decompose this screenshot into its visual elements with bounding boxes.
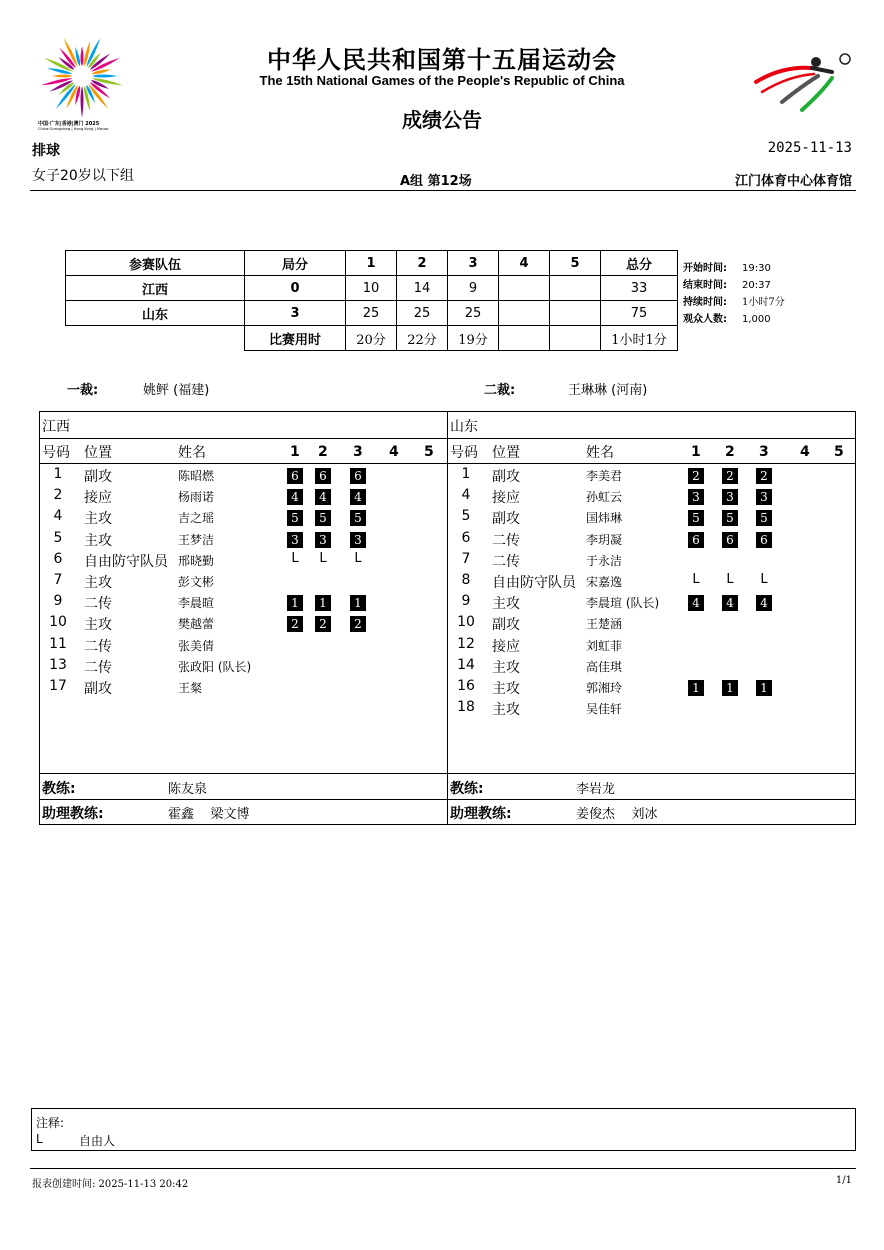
- player-name: 王梦洁: [178, 532, 215, 547]
- player-number: 4: [53, 508, 63, 525]
- player-row: [448, 678, 855, 699]
- player-name: 李玥凝: [586, 532, 623, 547]
- assistant-coach-value: 姜俊杰 刘冰: [576, 807, 658, 822]
- player-number: 9: [53, 593, 63, 610]
- score-set-value: [499, 276, 550, 301]
- score-set-value: [550, 276, 601, 301]
- starting-position-box: 6: [688, 532, 704, 548]
- starting-position-box: 3: [315, 532, 331, 548]
- starting-position-box: 5: [315, 510, 331, 526]
- col-header-set-1: 1: [691, 444, 701, 460]
- start-time-line: [683, 260, 785, 277]
- player-number: 18: [457, 699, 475, 716]
- page-number: 1/1: [835, 1175, 852, 1186]
- player-number: 5: [461, 508, 471, 525]
- starting-position-box: 1: [722, 680, 738, 696]
- player-row: [448, 614, 855, 635]
- first-referee-value: 姚鲆 (福建): [143, 383, 210, 398]
- logo-text-cn: 中国·广东|香港|澳门 2025: [38, 121, 100, 127]
- player-name: 王楚涵: [586, 617, 623, 632]
- player-position: 副攻: [492, 469, 520, 485]
- score-header-row: [66, 251, 678, 276]
- starting-position-box: 2: [350, 616, 366, 632]
- team-a-roster: [39, 411, 448, 825]
- player-position: 主攻: [84, 532, 112, 549]
- player-number: 11: [49, 635, 67, 652]
- score-row-team-a: [66, 276, 678, 301]
- report-title: 成绩公告: [402, 108, 482, 132]
- footer-divider: [30, 1168, 856, 1169]
- category-label: 女子20岁以下组: [32, 168, 134, 184]
- player-name: 孙虹云: [586, 490, 623, 505]
- end-time-label: 结束时间:: [683, 280, 727, 291]
- player-name: 李晨瑄 (队长): [586, 596, 660, 611]
- duration-label: 持续时间:: [683, 297, 727, 308]
- player-position: 二传: [84, 638, 112, 655]
- col-header-set-5: 5: [834, 444, 844, 460]
- player-number: 10: [49, 614, 67, 631]
- score-header-set-1: 1: [346, 251, 397, 276]
- libero-marker: L: [291, 550, 299, 566]
- coach-label: 教练:: [450, 781, 484, 797]
- match-date: 2025-11-13: [767, 140, 852, 156]
- score-header-team: 参赛队伍: [66, 251, 245, 276]
- col-header-num: 号码: [42, 445, 70, 461]
- player-number: 17: [49, 678, 67, 694]
- col-header-set-4: 4: [800, 444, 810, 460]
- duration-line: [683, 294, 785, 311]
- player-row: [448, 487, 855, 508]
- starting-position-box: 2: [722, 468, 738, 484]
- score-header-set-3: 3: [448, 251, 499, 276]
- first-referee-label: 一裁:: [67, 383, 99, 398]
- spectators-value: 1,000: [742, 314, 771, 325]
- starting-position-box: 3: [287, 532, 303, 548]
- set-duration: 22分: [397, 326, 448, 351]
- spectators-line: [683, 311, 785, 328]
- coach-value: 陈友泉: [168, 782, 208, 797]
- player-row: [40, 636, 447, 657]
- player-number: 14: [457, 656, 475, 673]
- score-set-value: [550, 301, 601, 326]
- player-position: 自由防守队员: [84, 553, 168, 570]
- score-set-value: 10: [346, 276, 397, 301]
- player-row: [448, 508, 855, 529]
- second-referee-value: 王琳琳 (河南): [568, 383, 648, 398]
- start-time-label: 开始时间:: [683, 263, 727, 274]
- starting-position-box: 4: [756, 595, 772, 611]
- team-name: 山东: [450, 419, 478, 435]
- player-number: 6: [461, 529, 471, 546]
- starting-position-box: 4: [287, 489, 303, 505]
- score-header-sets-won: 局分: [245, 251, 346, 276]
- starting-position-box: 6: [756, 532, 772, 548]
- player-name: 王粲: [178, 681, 203, 695]
- starting-position-box: 6: [315, 468, 331, 484]
- player-position: 主攻: [492, 702, 520, 719]
- player-position: 接应: [84, 490, 112, 507]
- col-header-num: 号码: [450, 445, 478, 461]
- coach-label: 教练:: [42, 781, 76, 797]
- libero-marker: L: [692, 572, 700, 587]
- player-position: 自由防守队员: [492, 575, 576, 591]
- starting-position-box: 2: [287, 616, 303, 632]
- starting-position-box: 1: [688, 680, 704, 696]
- player-row: [40, 551, 447, 572]
- player-position: 主攻: [84, 575, 112, 591]
- sport-label: 排球: [32, 143, 60, 159]
- player-position: 副攻: [84, 469, 112, 485]
- player-number: 9: [461, 593, 471, 610]
- col-header-set-1: 1: [290, 444, 300, 460]
- col-header-set-2: 2: [318, 444, 328, 460]
- second-referee-label: 二裁:: [484, 383, 516, 398]
- starting-position-box: 2: [315, 616, 331, 632]
- starting-position-box: 4: [315, 489, 331, 505]
- player-number: 2: [53, 487, 63, 504]
- starting-position-box: 4: [688, 595, 704, 611]
- col-header-set-3: 3: [353, 444, 363, 460]
- player-row: [448, 466, 855, 487]
- player-position: 副攻: [492, 617, 520, 634]
- starting-position-box: 3: [756, 489, 772, 505]
- player-name: 彭文彬: [178, 575, 215, 589]
- player-position: 二传: [84, 596, 112, 613]
- player-number: 13: [49, 656, 67, 673]
- starting-position-box: 5: [756, 510, 772, 526]
- score-total: 75: [601, 301, 678, 326]
- col-header-name: 姓名: [178, 445, 206, 461]
- player-position: 主攻: [492, 659, 520, 676]
- score-team-name: 山东: [66, 301, 245, 326]
- start-time-value: 19:30: [742, 263, 771, 274]
- player-name: 张政阳 (队长): [178, 659, 252, 674]
- total-duration: 1小时1分: [601, 326, 678, 351]
- starting-position-box: 4: [722, 595, 738, 611]
- team-b-roster: [447, 411, 856, 825]
- page-title-cn: 中华人民共和国第十五届运动会: [267, 46, 617, 74]
- notes-key: L: [36, 1132, 43, 1146]
- starting-position-box: 1: [350, 595, 366, 611]
- player-row: [40, 657, 447, 678]
- player-row: [40, 678, 447, 699]
- player-position: 主攻: [84, 617, 112, 634]
- libero-marker: L: [319, 550, 327, 566]
- starting-position-box: 5: [287, 510, 303, 526]
- player-number: 5: [53, 529, 63, 546]
- starting-position-box: 3: [688, 489, 704, 505]
- col-header-set-3: 3: [759, 444, 769, 460]
- starting-position-box: 6: [287, 468, 303, 484]
- col-header-name: 姓名: [586, 445, 614, 461]
- score-header-set-2: 2: [397, 251, 448, 276]
- score-set-value: 25: [346, 301, 397, 326]
- player-number: 6: [53, 550, 63, 567]
- player-number: 10: [457, 614, 475, 631]
- starting-position-box: 2: [756, 468, 772, 484]
- player-number: 1: [461, 466, 471, 482]
- notes-box: [31, 1108, 856, 1151]
- spectators-label: 观众人数:: [683, 314, 727, 325]
- player-row: [40, 466, 447, 487]
- player-number: 8: [461, 572, 471, 588]
- player-row: [40, 487, 447, 508]
- col-header-set-2: 2: [725, 444, 735, 460]
- player-row: [40, 530, 447, 551]
- libero-marker: L: [726, 572, 734, 587]
- player-position: 副攻: [492, 511, 520, 528]
- player-position: 主攻: [492, 596, 520, 613]
- score-set-value: 25: [448, 301, 499, 326]
- player-name: 吴佳轩: [586, 702, 623, 717]
- starting-position-box: 5: [688, 510, 704, 526]
- starting-position-box: 1: [287, 595, 303, 611]
- venue-label: 江门体育中心体育馆: [734, 174, 852, 189]
- player-number: 4: [461, 487, 471, 504]
- score-duration-row: [66, 326, 678, 351]
- score-table: [65, 250, 678, 351]
- player-name: 于永洁: [586, 553, 623, 568]
- player-row: [448, 593, 855, 614]
- player-position: 二传: [492, 553, 520, 570]
- player-position: 二传: [492, 532, 520, 549]
- col-header-pos: 位置: [84, 445, 112, 461]
- duration-label: 比赛用时: [245, 326, 346, 351]
- starting-position-box: 6: [722, 532, 738, 548]
- player-position: 接应: [492, 490, 520, 507]
- player-position: 副攻: [84, 681, 112, 697]
- player-row: [448, 636, 855, 657]
- set-duration: 19分: [448, 326, 499, 351]
- player-name: 吉之瑶: [178, 511, 215, 526]
- player-number: 12: [457, 635, 475, 652]
- report-created-time: 报表创建时间: 2025-11-13 20:42: [32, 1179, 189, 1190]
- score-header-total: 总分: [601, 251, 678, 276]
- score-set-value: 25: [397, 301, 448, 326]
- duration-value: 1小时7分: [742, 297, 785, 308]
- score-sets-won: 3: [245, 301, 346, 326]
- player-name: 高佳琪: [586, 659, 623, 674]
- logo-text-en: China·Guangdong | Hong Kong | Macao: [38, 127, 109, 131]
- starting-position-box: 4: [350, 489, 366, 505]
- player-position: 主攻: [84, 511, 112, 528]
- player-row: [40, 614, 447, 635]
- player-number: 1: [53, 466, 63, 482]
- notes-label: 注释:: [36, 1116, 65, 1130]
- player-number: 7: [461, 550, 471, 567]
- player-row: [448, 572, 855, 593]
- player-name: 陈昭燃: [178, 469, 215, 483]
- player-row: [40, 572, 447, 593]
- player-name: 郭湘玲: [586, 681, 623, 695]
- notes-value: 自由人: [79, 1134, 116, 1148]
- set-duration: [499, 326, 550, 351]
- score-set-value: 14: [397, 276, 448, 301]
- player-name: 宋嘉逸: [586, 575, 623, 589]
- score-team-name: 江西: [66, 276, 245, 301]
- player-name: 刘虹菲: [586, 638, 623, 653]
- player-name: 樊越蕾: [178, 617, 215, 632]
- starting-position-box: 2: [688, 468, 704, 484]
- player-name: 张美倩: [178, 638, 215, 653]
- coach-value: 李岩龙: [576, 782, 616, 797]
- player-name: 国炜琳: [586, 511, 623, 526]
- starting-position-box: 5: [350, 510, 366, 526]
- match-info: A组 第12场: [400, 174, 472, 189]
- player-name: 邢晓勤: [178, 553, 215, 568]
- score-header-set-5: 5: [550, 251, 601, 276]
- assistant-coach-label: 助理教练:: [42, 806, 104, 822]
- page-title-en: The 15th National Games of the People's Republic of China: [259, 73, 625, 88]
- starting-position-box: 5: [722, 510, 738, 526]
- score-row-team-b: [66, 301, 678, 326]
- starting-position-box: 3: [350, 532, 366, 548]
- col-header-set-4: 4: [389, 444, 399, 460]
- score-sets-won: 0: [245, 276, 346, 301]
- libero-marker: L: [760, 572, 768, 587]
- player-number: 16: [457, 678, 475, 694]
- player-row: [448, 657, 855, 678]
- set-duration: [550, 326, 601, 351]
- player-number: 7: [53, 572, 63, 588]
- assistant-coach-value: 霍鑫 梁文博: [168, 807, 250, 822]
- player-position: 主攻: [492, 681, 520, 697]
- player-name: 李美君: [586, 469, 623, 483]
- end-time-value: 20:37: [742, 280, 771, 291]
- starting-position-box: 6: [350, 468, 366, 484]
- player-row: [40, 593, 447, 614]
- player-position: 接应: [492, 638, 520, 655]
- libero-marker: L: [354, 550, 362, 566]
- player-row: [448, 699, 855, 720]
- player-row: [448, 530, 855, 551]
- starting-position-box: 3: [722, 489, 738, 505]
- player-name: 杨雨诺: [178, 490, 215, 505]
- col-header-pos: 位置: [492, 445, 520, 461]
- player-position: 二传: [84, 659, 112, 676]
- score-header-set-4: 4: [499, 251, 550, 276]
- score-total: 33: [601, 276, 678, 301]
- assistant-coach-label: 助理教练:: [450, 806, 512, 822]
- team-name: 江西: [42, 419, 70, 435]
- score-set-value: 9: [448, 276, 499, 301]
- player-name: 李晨暄: [178, 596, 215, 611]
- player-row: [448, 551, 855, 572]
- header-divider: [30, 190, 856, 191]
- col-header-set-5: 5: [424, 444, 434, 460]
- score-set-value: [499, 301, 550, 326]
- player-row: [40, 508, 447, 529]
- set-duration: 20分: [346, 326, 397, 351]
- starting-position-box: 1: [756, 680, 772, 696]
- match-side-info: [683, 260, 785, 328]
- end-time-line: [683, 277, 785, 294]
- starting-position-box: 1: [315, 595, 331, 611]
